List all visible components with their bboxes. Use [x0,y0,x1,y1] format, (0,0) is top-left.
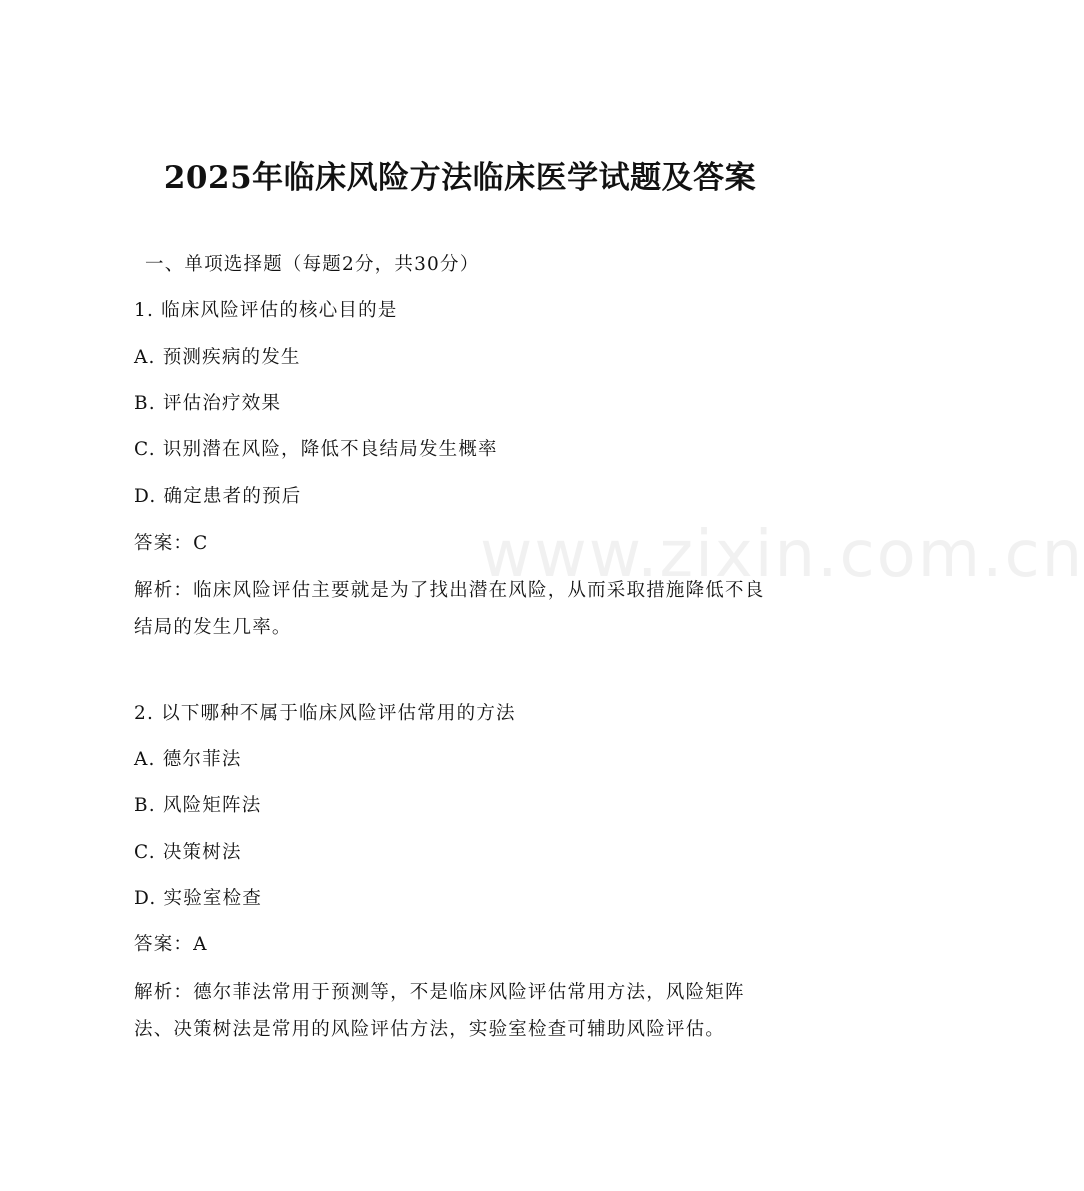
question-2-option-a: A. 德尔菲法 [134,749,242,770]
document-title: 2025年临床风险方法临床医学试题及答案 [163,160,757,196]
section-heading: 一、单项选择题（每题2分，共30分） [145,254,480,275]
watermark: www.zixin.com.cn [480,518,1084,592]
question-1-option-a: A. 预测疾病的发生 [134,347,301,368]
question-2-analysis: 解析：德尔菲法常用于预测等，不是临床风险评估常用方法，风险矩阵法、决策树法是常用的风险评估方法，实验室检查可辅助风险评估。 [134,982,745,1040]
question-1-option-c: C. 识别潜在风险，降低不良结局发生概率 [134,439,498,460]
question-2-option-c: C. 决策树法 [134,842,242,863]
question-1-answer: 答案：C [134,533,209,554]
question-2-option-d: D. 实验室检查 [134,888,263,909]
question-1-analysis: 解析：临床风险评估主要就是为了找出潜在风险，从而采取措施降低不良结局的发生几率。 [134,580,765,638]
question-1-stem: 1. 临床风险评估的核心目的是 [134,300,398,321]
question-1-option-d: D. 确定患者的预后 [134,486,302,507]
question-2-answer: 答案：A [134,934,208,955]
question-2-option-b: B. 风险矩阵法 [134,795,262,816]
question-2-stem: 2. 以下哪种不属于临床风险评估常用的方法 [134,703,516,724]
question-1-option-b: B. 评估治疗效果 [134,393,282,414]
